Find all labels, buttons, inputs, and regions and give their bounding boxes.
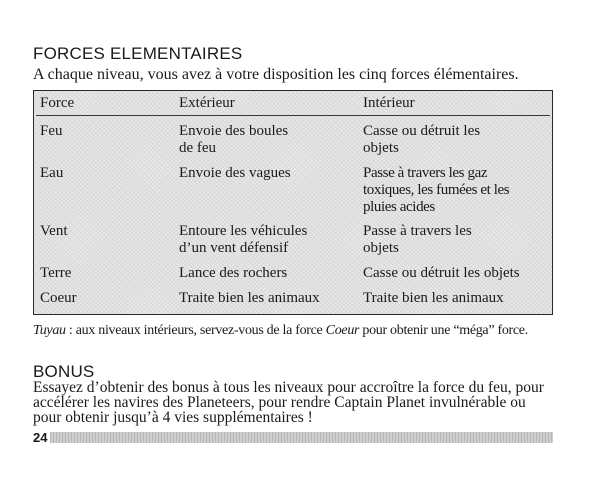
header-divider (36, 115, 550, 116)
table-cell-exterieur: Envoie des vagues (179, 165, 291, 181)
table-cell-interieur: Passe à travers les gaz toxiques, les fumées et les pluies acides (363, 165, 510, 215)
intro-paragraph: A chaque niveau, vous avez à votre disposition les cinq forces élémentaires. (33, 66, 519, 83)
bonus-paragraph: Essayez d’obtenir des bonus à tous les niveaux pour accroître la force du feu, pour accélérer les navires des Planeteers, pour rendre Captain Planet invulnérable ou pour obtenir jusqu’à 4 vies supplémentaires ! (33, 379, 544, 426)
table-cell-interieur: Passe à travers les objets (363, 223, 472, 256)
table-cell-force: Vent (40, 223, 68, 239)
forces-table (33, 90, 553, 315)
tip-text-part1: : aux niveaux intérieurs, servez-vous de la force (65, 323, 326, 338)
tip-text-part2: pour obtenir une “méga” force. (359, 323, 528, 338)
table-cell-exterieur: Lance des rochers (179, 265, 288, 281)
table-cell-force: Eau (40, 165, 64, 181)
page-number: 24 (33, 430, 48, 445)
tip-label: Tuyau (33, 323, 66, 338)
column-header-interieur: Intérieur (363, 95, 415, 111)
tip-emphasis: Coeur (325, 323, 360, 338)
table-cell-force: Feu (40, 123, 63, 139)
table-cell-interieur: Casse ou détruit les objets (363, 123, 481, 156)
bonus-title: BONUS (33, 362, 95, 381)
table-cell-exterieur: Entoure les véhicules d’un vent défensif (179, 223, 308, 256)
tip-paragraph (33, 321, 558, 341)
section-title: FORCES ELEMENTAIRES (33, 44, 243, 63)
table-cell-interieur: Casse ou détruit les objets (363, 265, 520, 281)
table-cell-exterieur: Traite bien les animaux (179, 290, 320, 306)
table-cell-force: Terre (40, 265, 72, 281)
column-header-exterieur: Extérieur (179, 95, 235, 111)
column-header-force: Force (40, 95, 75, 111)
table-cell-force: Coeur (40, 290, 77, 306)
table-cell-interieur: Traite bien les animaux (363, 290, 504, 306)
footer-bar (50, 432, 553, 443)
table-cell-exterieur: Envoie des boules de feu (179, 123, 289, 156)
